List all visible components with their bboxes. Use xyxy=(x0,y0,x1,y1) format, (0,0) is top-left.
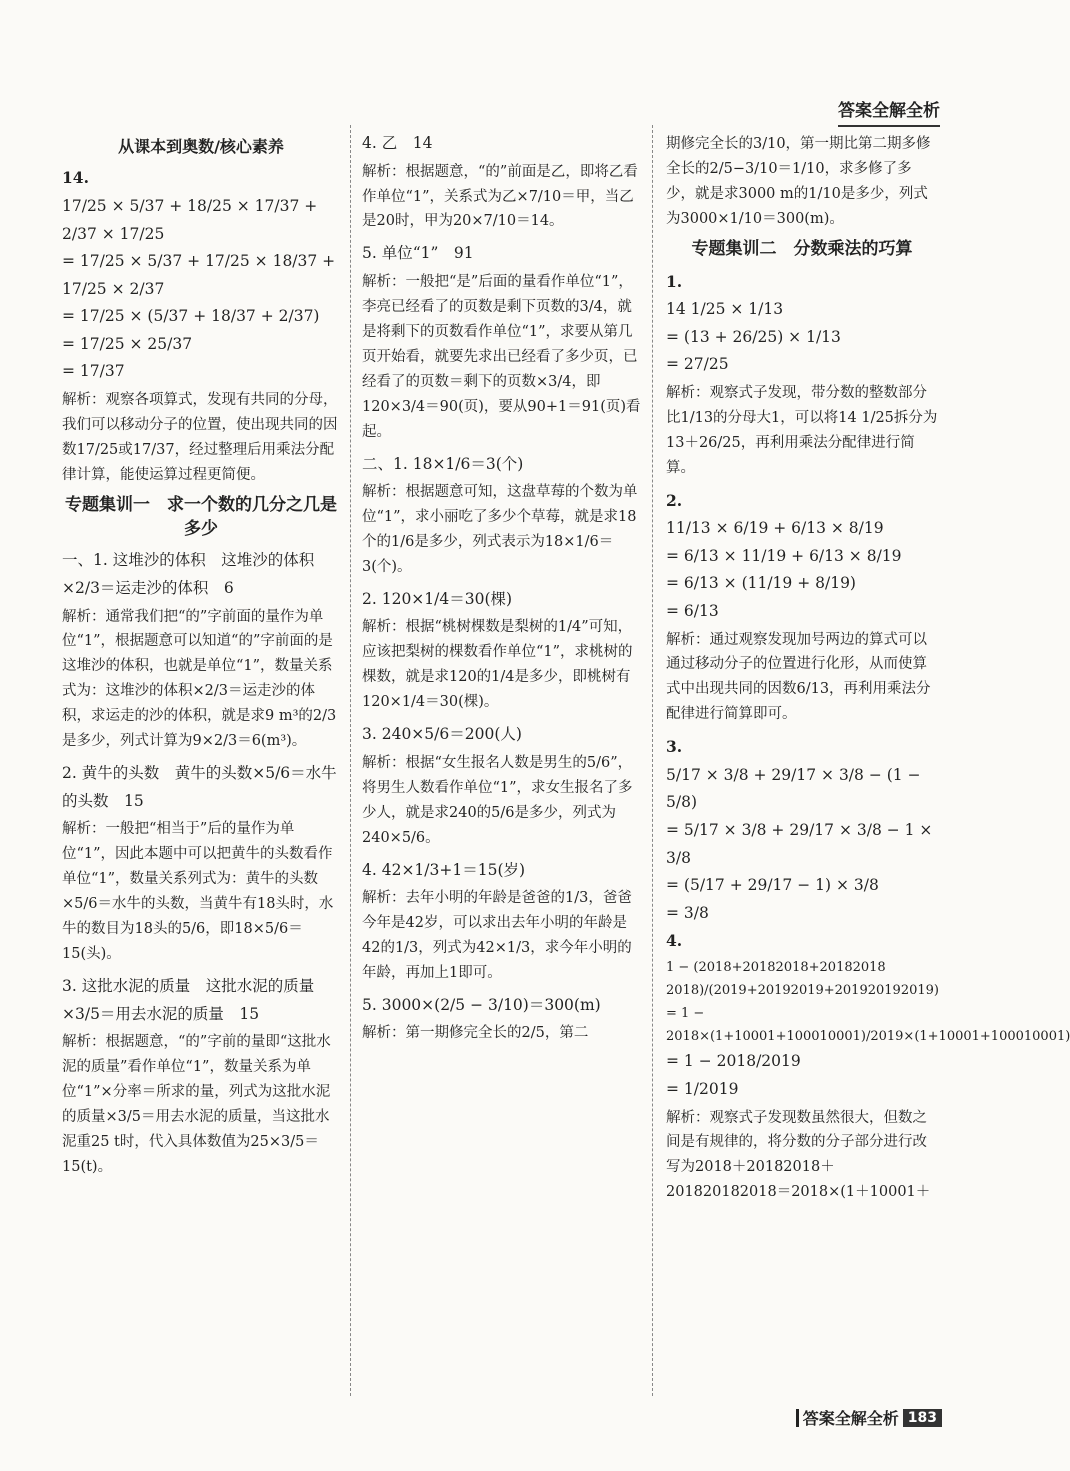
analysis-note: 解析：一般把“是”后面的量看作单位“1”，李亮已经看了的页数是剩下页数的3/4，就是将剩下的页数看作单位“1”，求要从第几页开始看，就要先求出已经看了多少页，已经看了的页数＝剩下的页数×3/4，即120×3/4＝90(页)，要从90+1＝91(页)看起。 xyxy=(362,273,641,440)
equation-line: = 17/25 × (5/37 + 18/37 + 2/37) xyxy=(62,307,320,326)
page-footer xyxy=(796,1406,942,1429)
column-divider xyxy=(652,125,653,1396)
analysis-note: 解析：观察式子发现，带分数的整数部分比1/13的分母大1，可以将14 1/25拆分为13＋26/25，再利用乘法分配律进行简算。 xyxy=(666,384,938,476)
section-title: 专题集训二 分数乘法的巧算 xyxy=(691,238,913,259)
analysis-note: 解析：观察各项算式，发现有共同的分母，我们可以移动分子的位置，使出现共同的因数17/25或17/37，经过整理后用乘法分配律计算，能使运算过程更简便。 xyxy=(62,392,338,483)
analysis-note: 解析：一般把“相当于”后的量作为单位“1”，因此本题中可以把黄牛的头数看作单位“1”，数量关系列式为：黄牛的头数×5/6＝水牛的头数，当黄牛有18头时，水牛的数目为18头的5/6，即18×5/6＝15(头)。 xyxy=(62,821,334,962)
equation-line: = 6/13 × (11/19 + 8/19) xyxy=(666,574,856,593)
answer-line: 3. 240×5/6＝200(人) xyxy=(362,725,522,744)
footer-label: 答案全解全析 xyxy=(802,1409,899,1428)
column-1 xyxy=(62,130,340,1391)
analysis-note: 解析：根据“女生报名人数是男生的5/6”，将男生人数看作单位“1”，求女生报名了多少人，就是求240的5/6是多少，列式为240×5/6。 xyxy=(362,754,633,846)
equation-line: 11/13 × 6/19 + 6/13 × 8/19 xyxy=(666,519,884,538)
answer-line: 二、1. 18×1/6＝3(个) xyxy=(362,454,524,473)
analysis-note: 解析：通过观察发现加号两边的算式可以通过移动分子的位置进行化形，从而使算式中出现共同的因数6/13，再利用乘法分配律进行简算即可。 xyxy=(666,631,931,723)
equation-line: = 27/25 xyxy=(666,355,729,374)
equation-line: = 6/13 × 11/19 + 6/13 × 8/19 xyxy=(666,546,902,565)
analysis-note: 解析：去年小明的年龄是爸爸的1/3，爸爸今年是42岁，可以求出去年小明的年龄是42的1/3，列式为42×1/3，求今年小明的年龄，再加上1即可。 xyxy=(362,890,632,981)
equation-line: = 1 − 2018×(1+10001+100010001)/2019×(1+10001+100010001) xyxy=(666,1006,1070,1045)
answer-line: 3. 这批水泥的质量 这批水泥的质量×3/5＝用去水泥的质量 15 xyxy=(62,976,315,1023)
answer-line: 5. 3000×(2/5 − 3/10)＝300(m) xyxy=(362,995,601,1014)
equation-line: = 5/17 × 3/8 + 29/17 × 3/8 − 1 × 3/8 xyxy=(666,820,933,867)
question-number: 4. xyxy=(666,931,683,951)
subsection-title: 从课本到奥数/核心素养 xyxy=(118,137,284,156)
equation-line: = 1/2019 xyxy=(666,1079,739,1098)
question-number: 3. xyxy=(666,737,683,757)
analysis-note: 解析：根据题意可知，这盘草莓的个数为单位“1”，求小丽吃了多少个草莓，就是求18个的1/6是多少，列式表示为18×1/6＝3(个)。 xyxy=(362,484,638,575)
analysis-note: 解析：第一期修完全长的2/5，第二 xyxy=(362,1025,589,1042)
equation-line: 14 1/25 × 1/13 xyxy=(666,300,784,319)
question-number: 14. xyxy=(62,168,89,188)
column-divider xyxy=(350,125,351,1396)
equation-line: 1 − (2018+20182018+20182018​2018)/(2019+20192019+201920192019) xyxy=(666,959,939,998)
equation-line: = 17/25 × 25/37 xyxy=(62,334,193,353)
analysis-note: 解析：根据题意，“的”字前的量即“这批水泥的质量”看作单位“1”，数量关系为单位“1”×分率＝所求的量，列式为这批水泥的质量×3/5＝用去水泥的质量，当这批水泥重25 t时，代入具体数值为25×3/5＝15(t)。 xyxy=(62,1034,331,1175)
page-number: 183 xyxy=(903,1409,942,1427)
equation-line: = (5/17 + 29/17 − 1) × 3/8 xyxy=(666,876,879,895)
question-number: 2. xyxy=(666,490,683,510)
equation-line: = 6/13 xyxy=(666,601,719,620)
column-2 xyxy=(362,130,642,1391)
answer-line: 5. 单位“1” 91 xyxy=(362,244,474,263)
equation-line: 5/17 × 3/8 + 29/17 × 3/8 − (1 − 5/8) xyxy=(666,765,921,812)
section-title: 专题集训一 求一个数的几分之几是多少 xyxy=(65,494,337,539)
equation-line: = 17/37 xyxy=(62,362,125,381)
equation-line: = 1 − 2018/2019 xyxy=(666,1052,801,1071)
equation-line: 17/25 × 5/37 + 18/25 × 17/37 + 2/37 × 17/25 xyxy=(62,196,318,243)
question-number: 1. xyxy=(666,271,683,291)
analysis-note: 解析：根据“桃树棵数是梨树的1/4”可知，应该把梨树的棵数看作单位“1”，求桃树的棵数，就是求120的1/4是多少，即桃树有120×1/4＝30(棵)。 xyxy=(362,619,633,711)
analysis-note: 解析：观察式子发现数虽然很大，但数之间是有规律的，将分数的分子部分进行改写为2018＋20182018＋201820182018＝2018×(1＋10001＋ xyxy=(666,1109,931,1201)
analysis-note: 解析：通常我们把“的”字前面的量作为单位“1”，根据题意可以知道“的”字前面的是这堆沙的体积，也就是单位“1”，数量关系式为：这堆沙的体积×2/3＝运走沙的体积，求运走的沙的体积，就是求9 m³的2/3是多少，列式计算为9×2/3＝6(m³)。 xyxy=(62,608,337,750)
answer-line: 4. 乙 14 xyxy=(362,134,433,152)
equation-line: = 17/25 × 5/37 + 17/25 × 18/37 + 17/25 × 2/37 xyxy=(62,252,336,298)
analysis-note: 解析：根据题意，“的”前面是乙，即将乙看作单位“1”，关系式为乙×7/10＝甲，当乙是20时，甲为20×7/10＝14。 xyxy=(362,163,638,230)
page-header: 答案全解全析 xyxy=(838,96,940,127)
answer-line: 2. 黄牛的头数 黄牛的头数×5/6＝水牛的头数 15 xyxy=(62,764,337,810)
equation-line: = 3/8 xyxy=(666,903,709,922)
answer-line: 2. 120×1/4＝30(棵) xyxy=(362,589,513,608)
answer-line: 4. 42×1/3+1＝15(岁) xyxy=(362,860,526,879)
footer-bar xyxy=(796,1409,799,1427)
equation-line: = (13 + 26/25) × 1/13 xyxy=(666,327,841,346)
answer-line: 一、1. 这堆沙的体积 这堆沙的体积×2/3＝运走沙的体积 6 xyxy=(62,551,315,597)
analysis-note: 期修完全长的3/10，第一期比第二期多修全长的2/5−3/10＝1/10，求多修了多少，就是求3000 m的1/10是多少，列式为3000×1/10＝300(m)。 xyxy=(666,136,931,227)
column-3 xyxy=(666,130,1070,1391)
